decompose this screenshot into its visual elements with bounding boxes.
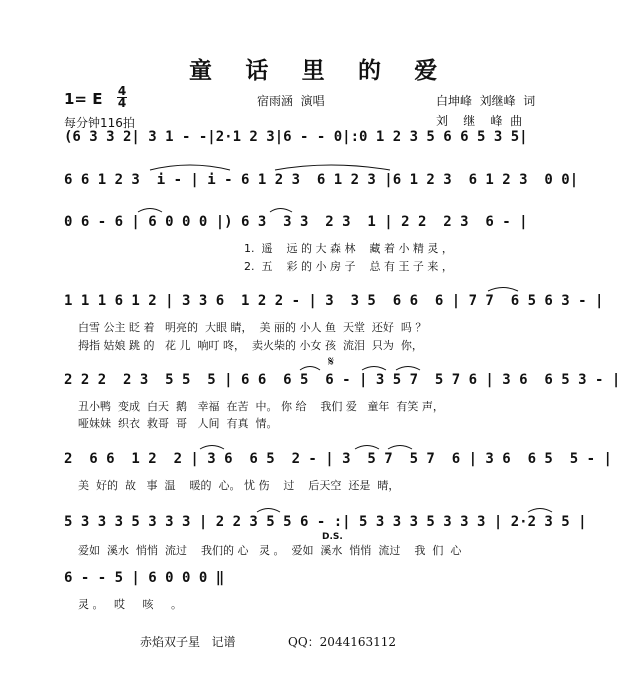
- slur-arc: [362, 367, 386, 371]
- slur-arc: [257, 509, 280, 513]
- lyric-line-8: 灵 。 哎 咳 。: [78, 598, 182, 611]
- score-line-2: 6 6 1 2 3 i - | i - 6 1 2 3 6 1 2 3 |6 1 2 3 6 1 2 3 0 0|: [64, 172, 579, 188]
- lyric-line-4-verse-2: 拇指 姑娘 跳 的 花 儿 响叮 咚， 卖火柴的 小女 孩 流泪 只为 你，: [78, 339, 423, 352]
- lyric-line-6: 美 好的 故 事 温 暖的 心。 忧 伤 过 后天空 还是 晴，: [78, 479, 400, 492]
- song-title: 童 话 里 的 爱: [189, 58, 450, 84]
- score-line-1: (6 3 3 2| 3 1 - -|2·1 2 3|6 - - 0|:0 1 2 3 5 6 6 5 3 5|: [64, 129, 528, 145]
- time-signature-top: 4: [117, 84, 127, 98]
- slur-arc: [528, 509, 552, 513]
- tie-arc: [270, 209, 292, 213]
- lyricist: 白坤峰 刘继峰 词: [436, 94, 536, 108]
- score-line-6: 2 6 6 1 2 2 | 3 6 6 5 2 - | 3 5 7 5 7 6 | 3 6 6 5 5 - |: [64, 451, 612, 467]
- qq-contact: QQ：2044163112: [288, 635, 397, 649]
- lyric-line-3-verse-1: 1. 遥 远 的 大 森 林 藏 着 小 精 灵 ，: [244, 242, 453, 255]
- key-signature: 1= E: [64, 90, 103, 108]
- segno-mark: 𝄋: [328, 354, 335, 370]
- tie-arc: [275, 165, 390, 170]
- score-line-4: 1 1 1 6 1 2 | 3 3 6 1 2 2 - | 3 3 5 6 6 6 | 7 7 6 5 6 3 - |: [64, 293, 604, 309]
- tie-arc: [138, 209, 162, 213]
- tie-arc: [150, 165, 230, 170]
- score-line-7: 5 3 3 3 5 3 3 3 | 2 2 3 5 5 6 - :| 5 3 3 3 5 3 3 3 | 2·2 3 5 |: [64, 514, 587, 530]
- lyric-line-5-verse-1: 丑小鸭 变成 白天 鹅 幸福 在苦 中。 你 给 我们 爱 童年 有笑 声，: [78, 400, 444, 413]
- slur-arc: [200, 446, 224, 450]
- score-line-3: 0 6 - 6 | 6 0 0 0 |) 6 3 3 3 2 3 1 | 2 2 2 3 6 - |: [64, 214, 528, 230]
- score-line-5: 2 2 2 2 3 5 5 5 | 6 6 6 5 6 - | 3 5 7 5 7 6 | 3 6 6 5 3 - |: [64, 372, 621, 388]
- lyric-line-3-verse-2: 2. 五 彩 的 小 房 子 总 有 王 子 来 ，: [244, 260, 453, 273]
- transcriber-credit: 赤焰双子星 记谱: [140, 635, 236, 649]
- slur-arc: [388, 446, 412, 450]
- lyric-line-4-verse-1: 白雪 公主 眨 着 明亮的 大眼 睛， 美 丽的 小人 鱼 天堂 还好 吗 ？: [78, 321, 427, 334]
- tie-arc: [300, 367, 320, 371]
- tempo: 每分钟116拍: [64, 116, 135, 130]
- score-line-8: 6 - - 5 | 6 0 0 0 ‖: [64, 570, 225, 586]
- composer: 刘 继 峰 曲: [436, 114, 523, 128]
- time-signature-bottom: 4: [117, 96, 127, 110]
- slur-arc: [488, 288, 518, 292]
- slur-arc: [396, 367, 420, 371]
- singer: 宿雨涵 演唱: [257, 94, 325, 108]
- lyric-line-5-verse-2: 哑妹妹 织衣 救哥 哥 人间 有真 情。: [78, 417, 278, 430]
- slur-arc: [355, 446, 379, 450]
- ds-mark: D.S.: [322, 532, 343, 542]
- lyric-line-7: 爱如 溪水 悄悄 流过 我们的 心 灵 。 爱如 溪水 悄悄 流过 我 们 心: [78, 544, 462, 557]
